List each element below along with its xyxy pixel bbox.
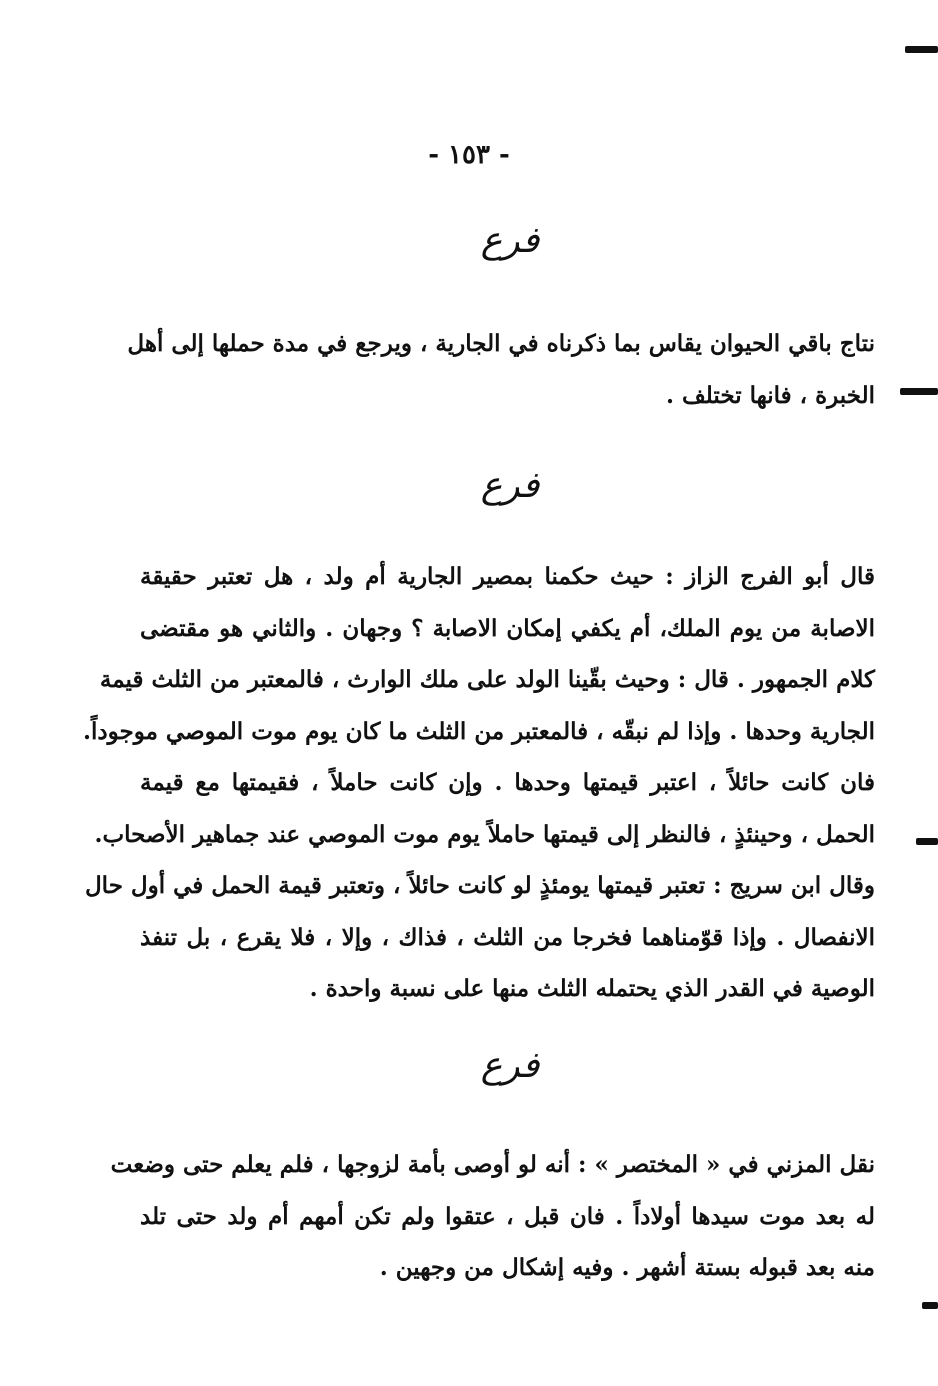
scan-edge-mark <box>916 838 938 845</box>
section-heading-3: فرع <box>480 1045 540 1086</box>
text-line: له بعد موت سيدها أولاداً . فان قبل ، عتقوا ولم تكن أمهم أم ولد حتى تلد <box>140 1202 875 1230</box>
text-line: الوصية في القدر الذي يحتمله الثلث منها على نسبة واحدة . <box>309 975 875 1002</box>
section-paragraph-2 <box>82 551 875 1015</box>
section-paragraph-3 <box>110 1139 875 1294</box>
scan-edge-mark <box>905 46 938 53</box>
page-number: - ١٥٣ - <box>428 140 510 170</box>
text-line: نتاج باقي الحيوان يقاس بما ذكرناه في الجارية ، ويرجع في مدة حملها إلى أهل <box>127 330 875 357</box>
text-line: وقال ابن سريج : تعتبر قيمتها يومئذٍ لو كانت حائلاً ، وتعتبر قيمة الحمل في أول حال <box>84 872 875 899</box>
text-line: فان كانت حائلاً ، اعتبر قيمتها وحدها . وإن كانت حاملاً ، فقيمتها مع قيمة <box>140 769 875 796</box>
section-paragraph-1 <box>127 318 875 421</box>
section-heading-2: فرع <box>480 465 540 506</box>
text-line: الخبرة ، فانها تختلف . <box>665 381 875 409</box>
text-line: الاصابة من يوم الملك، أم يكفي إمكان الاصابة ؟ وجهان . والثاني هو مقتضى <box>140 614 875 642</box>
text-line: الجارية وحدها . وإذا لم نبقّه ، فالمعتبر من الثلث ما كان يوم موت الموصي موجوداً. <box>82 717 875 745</box>
scan-edge-mark <box>922 1302 938 1309</box>
text-line: قال أبو الفرج الزاز : حيث حكمنا بمصير الجارية أم ولد ، هل تعتبر حقيقة <box>140 563 875 590</box>
text-line: الانفصال . وإذا قوّمناهما فخرجا من الثلث ، فذاك ، وإلا ، فلا يقرع ، بل تنفذ <box>140 923 875 951</box>
text-line: منه بعد قبوله بستة أشهر . وفيه إشكال من وجهين . <box>379 1254 875 1281</box>
scan-edge-mark <box>900 388 938 395</box>
text-line: كلام الجمهور . قال : وحيث بقّينا الولد على ملك الوارث ، فالمعتبر من الثلث قيمة <box>99 666 875 693</box>
text-line: الحمل ، وحينئذٍ ، فالنظر إلى قيمتها حاملاً يوم موت الموصي عند جماهير الأصحاب. <box>94 820 875 848</box>
section-heading-1: فرع <box>480 220 540 261</box>
text-line: نقل المزني في « المختصر » : أنه لو أوصى بأمة لزوجها ، فلم يعلم حتى وضعت <box>110 1151 875 1178</box>
